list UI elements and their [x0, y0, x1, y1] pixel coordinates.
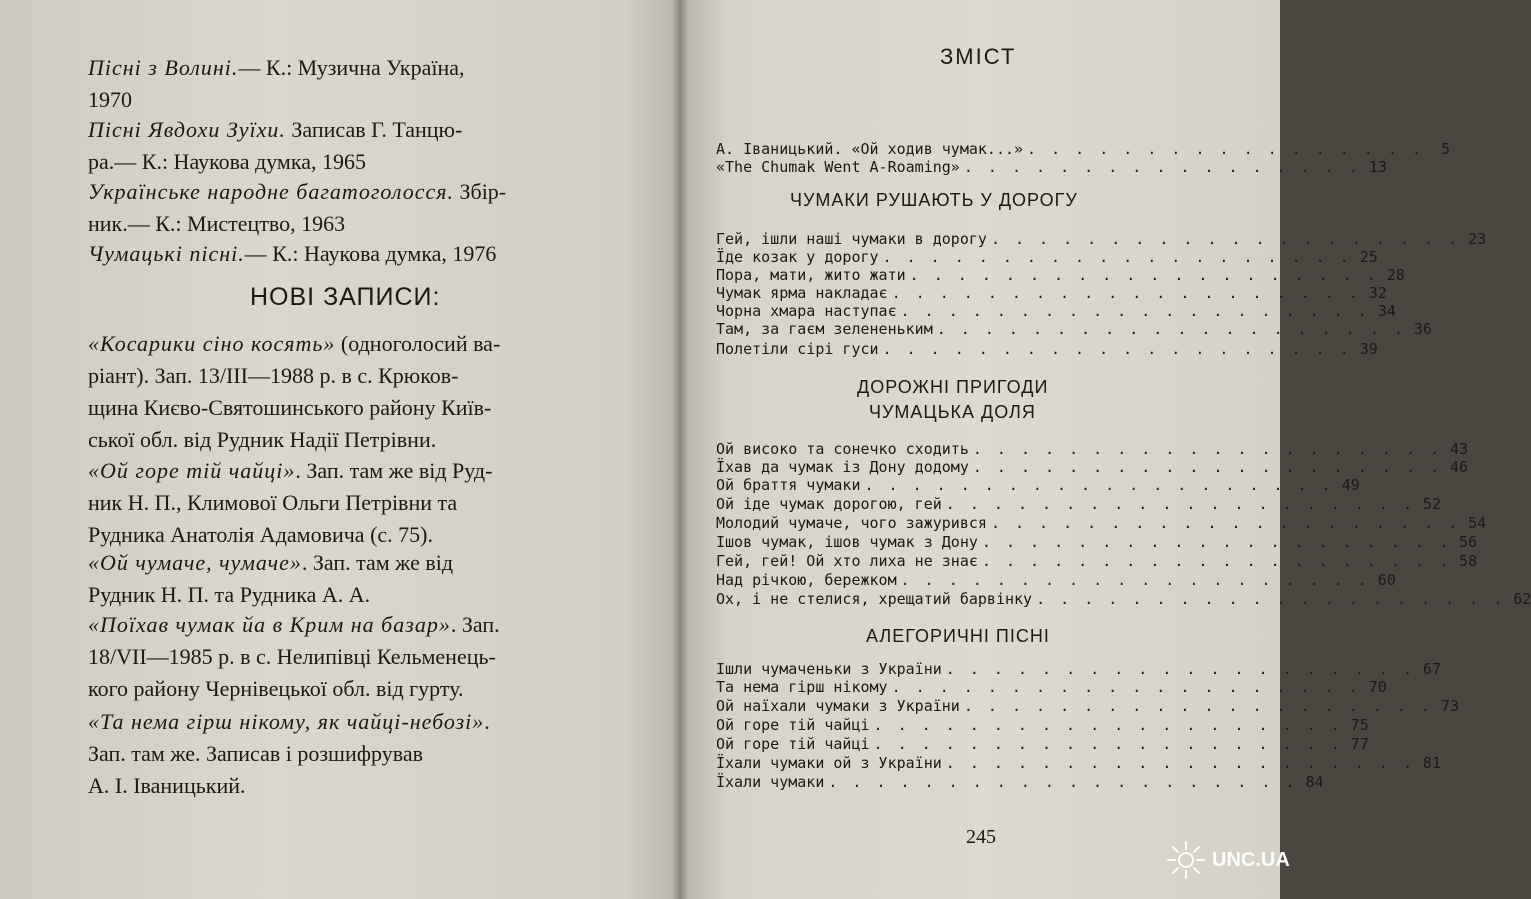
toc-leader: . . . . . . . . . . . . . . . . . . . . [882, 248, 1352, 266]
toc-leader: . . . . . . . . . . . . . . . . . . . . [990, 230, 1461, 248]
note-song-title: «Поїхав чумак йа в Крим на базар» [88, 612, 451, 637]
toc-row [716, 248, 1378, 267]
toc-entry-title: Та нема гірш нікому [716, 678, 888, 696]
toc-row [716, 697, 1460, 716]
bib-text: ра.— К.: Наукова думка, 1965 [88, 149, 366, 174]
toc-page-number: 56 [1459, 533, 1478, 551]
toc-leader: . . . . . . . . . . . . . . . . . . . . [873, 716, 1343, 734]
note-text: А. І. Іваницький. [88, 773, 246, 798]
new-records-heading: НОВІ ЗАПИСИ: [250, 283, 441, 311]
toc-page-number: 54 [1468, 514, 1487, 532]
note-text: Рудник Н. П. та Рудника А. А. [88, 582, 371, 607]
toc-leader: . . . . . . . . . . . . . . . . . . . . [945, 495, 1415, 513]
toc-entry-title: Гей, ішли наші чумаки в дорогу [716, 230, 987, 248]
toc-row [716, 735, 1369, 754]
record-note [88, 706, 618, 802]
toc-leader: . . . . . . . . . . . . . . . . . . . . [909, 266, 1379, 284]
toc-entry-title: Ішов чумак, ішов чумак з Дону [716, 533, 978, 551]
section-heading: ЧУМАКИ РУШАЮТЬ У ДОРОГУ [790, 190, 1078, 210]
toc-page-number: 39 [1359, 340, 1378, 358]
toc-page-number: 34 [1377, 302, 1396, 320]
toc-row [716, 440, 1469, 459]
toc-entry-title: Ох, і не стелися, хрещатий барвінку [716, 590, 1033, 608]
toc-entry-title: «The Chumak Went A-Roaming» [716, 158, 960, 176]
toc-entry-title: Їхав да чумак із Дону додому [716, 458, 969, 476]
section-heading: ЧУМАЦЬКА ДОЛЯ [869, 402, 1036, 422]
section-heading: АЛЕГОРИЧНІ ПІСНІ [866, 626, 1050, 646]
bib-text: ник.— К.: Мистецтво, 1963 [88, 211, 346, 236]
toc-page-number: 62 [1513, 590, 1531, 608]
bib-title: Українське народне багатоголосся. [88, 179, 454, 204]
toc-entry-title: Ой високо та сонечко сходить [716, 440, 969, 458]
toc-leader: . . . . . . . . . . . . . . . . . . . . [936, 320, 1406, 338]
toc-page-number: 49 [1341, 476, 1360, 494]
toc-entry-title: Над річкою, бережком [716, 571, 897, 589]
toc-entry-title: Ой браття чумаки [716, 476, 861, 494]
toc-entry-title: Їде козак у дорогу [716, 248, 879, 266]
toc-row [716, 678, 1387, 697]
bib-text: 1970 [88, 87, 132, 112]
toc-row [716, 230, 1487, 249]
toc-entry-title: А. Іваницький. «Ой ходив чумак...» [716, 140, 1024, 158]
toc-row [716, 716, 1369, 735]
note-text: . Зап. там же від [301, 550, 454, 575]
note-text: (одноголосий ва- [335, 331, 501, 356]
toc-row [716, 533, 1478, 552]
toc-row [716, 514, 1487, 533]
toc-page-number: 60 [1377, 571, 1396, 589]
toc-page-number: 77 [1350, 735, 1369, 753]
toc-leader: . . . . . . . . . . . . . . . . . . . . [900, 571, 1370, 589]
toc-page-number: 73 [1440, 697, 1460, 715]
toc-page-number: 67 [1422, 660, 1441, 678]
toc-row [716, 140, 1451, 159]
toc-leader: . . . . . . . . . . . . . . . . . . . . [972, 440, 1443, 458]
bib-title: Чумацькі пісні. [88, 241, 245, 266]
toc-page-number: 5 [1441, 140, 1451, 158]
book-gutter [672, 0, 688, 899]
toc-entry-title: Молодий чумаче, чого зажурився [716, 514, 987, 532]
note-text: ник Н. П., Климової Ольги Петрівни та [88, 490, 458, 515]
toc-leader: . . . . . . . . . . . . . . . . . . . . [882, 340, 1352, 358]
toc-leader: . . . . . . . . . . . . . . . . . . . . [1036, 590, 1506, 608]
toc-page-number: 43 [1450, 440, 1469, 458]
toc-page-number: 75 [1350, 716, 1369, 734]
note-text: кого району Чернівецької обл. від гурту. [88, 676, 464, 701]
toc-leader: . . . . . . . . . . . . . . . . . . . . [828, 773, 1298, 791]
watermark-logo [1166, 840, 1290, 880]
toc-entry-title: Гей, гей! Ой хто лиха не знає [716, 552, 978, 570]
toc-title: ЗМІСТ [940, 44, 1017, 69]
toc-leader: . . . . . . . . . . . . . . . . . . . . [891, 284, 1361, 302]
toc-entry-title: Там, за гаєм зелененьким [716, 320, 933, 338]
toc-entry-title: Ой іде чумак дорогою, гей [716, 495, 942, 513]
toc-page-number: 70 [1368, 678, 1387, 696]
toc-entry-title: Ішли чумаченьки з України [716, 660, 942, 678]
note-text: . Зап. там же від Руд- [295, 458, 493, 483]
note-song-title: «Ой горе тій чайці» [88, 458, 296, 483]
left-page [0, 0, 680, 899]
toc-leader: . . . . . . . . . . . . . . . . . . . . [990, 514, 1461, 532]
watermark-text: UNC.UA [1212, 848, 1290, 871]
toc-leader: . . . . . . . . . . . . . . . . . . . . [945, 660, 1415, 678]
toc-page-number: 32 [1368, 284, 1387, 302]
toc-page-number: 25 [1359, 248, 1378, 266]
toc-entry-title: Чорна хмара наступає [716, 302, 897, 320]
toc-page-number: 84 [1305, 773, 1324, 791]
toc-row [716, 458, 1469, 477]
toc-row [716, 773, 1324, 792]
toc-leader: . . . . . . . . . . . . . . . . . [963, 158, 1361, 176]
toc-row [716, 495, 1441, 514]
note-song-title: «Ой чумаче, чумаче» [88, 550, 302, 575]
toc-page-number: 52 [1422, 495, 1441, 513]
note-text: Рудника Анатолія Адамовича (с. 75). [88, 522, 433, 547]
page-number: 245 [966, 826, 996, 848]
toc-page-number: 81 [1422, 754, 1441, 772]
note-text: ської обл. від Рудник Надії Петрівни. [88, 427, 437, 452]
toc-page-number: 28 [1386, 266, 1405, 284]
toc-entry-title: Ой горе тій чайці [716, 735, 870, 753]
toc-entry-title: Пора, мати, жито жати [716, 266, 906, 284]
toc-leader: . . . . . . . . . . . . . . . . . . . . [900, 302, 1370, 320]
bib-entry [88, 114, 618, 178]
section-heading: ДОРОЖНІ ПРИГОДИ [857, 377, 1049, 397]
toc-row [716, 284, 1387, 303]
toc-leader: . . . . . . . . . . . . . . . . . . . . [945, 754, 1415, 772]
toc-row [716, 754, 1441, 773]
bib-text: — К.: Наукова думка, 1976 [244, 241, 497, 266]
bib-entry [88, 52, 618, 116]
record-note [88, 547, 618, 611]
toc-leader: . . . . . . . . . . . . . . . . . . . . [972, 458, 1443, 476]
toc-leader: . . . . . . . . . . . . . . . . . [1027, 140, 1425, 158]
toc-row [716, 660, 1441, 679]
toc-leader: . . . . . . . . . . . . . . . . . . . . [981, 533, 1452, 551]
toc-leader: . . . . . . . . . . . . . . . . . . . . [873, 735, 1343, 753]
note-text: Зап. там же. Записав і розшифрував [88, 741, 423, 766]
sun-logo-icon [1166, 840, 1206, 880]
toc-row [716, 158, 1387, 177]
bib-text: — К.: Музична Україна, [238, 55, 465, 80]
note-text: щина Києво-Святошинського району Київ- [88, 395, 492, 420]
toc-leader: . . . . . . . . . . . . . . . . . . . . [963, 697, 1434, 715]
toc-leader: . . . . . . . . . . . . . . . . . . . . [981, 552, 1452, 570]
toc-row [716, 552, 1478, 571]
toc-page-number: 46 [1450, 458, 1469, 476]
bib-text: Записав Г. Танцю- [285, 117, 463, 142]
toc-row [716, 340, 1378, 359]
bib-text: Збір- [453, 179, 507, 204]
note-text: . Зап. [450, 612, 500, 637]
toc-row [716, 476, 1360, 495]
toc-entry-title: Ой горе тій чайці [716, 716, 870, 734]
toc-row [716, 320, 1432, 339]
toc-page-number: 13 [1368, 158, 1387, 176]
note-song-title: «Косарики сіно косять» [88, 331, 336, 356]
bib-entry [88, 176, 618, 240]
record-note [88, 609, 618, 705]
toc-row [716, 571, 1396, 590]
bib-title: Пісні Явдохи Зуїхи. [88, 117, 286, 142]
toc-entry-title: Ой наїхали чумаки з України [716, 697, 960, 715]
toc-entry-title: Полетіли сірі гуси [716, 340, 879, 358]
note-text: 18/VII—1985 р. в с. Нелипівці Кельменець- [88, 644, 496, 669]
toc-entry-title: Їхали чумаки [716, 773, 825, 791]
toc-leader: . . . . . . . . . . . . . . . . . . . . [864, 476, 1334, 494]
toc-entry-title: Їхали чумаки ой з України [716, 754, 942, 772]
toc-entry-title: Чумак ярма накладає [716, 284, 888, 302]
toc-leader: . . . . . . . . . . . . . . . . . . . . [891, 678, 1361, 696]
bib-title: Пісні з Волині. [88, 55, 239, 80]
note-song-title: «Та нема гірш нікому, як чайці-небозі» [88, 709, 485, 734]
note-text: . [484, 709, 490, 734]
bib-entry [88, 238, 618, 270]
note-text: ріант). Зап. 13/III—1988 р. в с. Крюков- [88, 363, 459, 388]
toc-row [716, 302, 1396, 321]
toc-row [716, 590, 1531, 609]
toc-row [716, 266, 1405, 285]
toc-page-number: 36 [1413, 320, 1432, 338]
toc-page-number: 23 [1468, 230, 1487, 248]
record-note [88, 455, 618, 551]
record-note [88, 328, 618, 456]
toc-page-number: 58 [1459, 552, 1478, 570]
